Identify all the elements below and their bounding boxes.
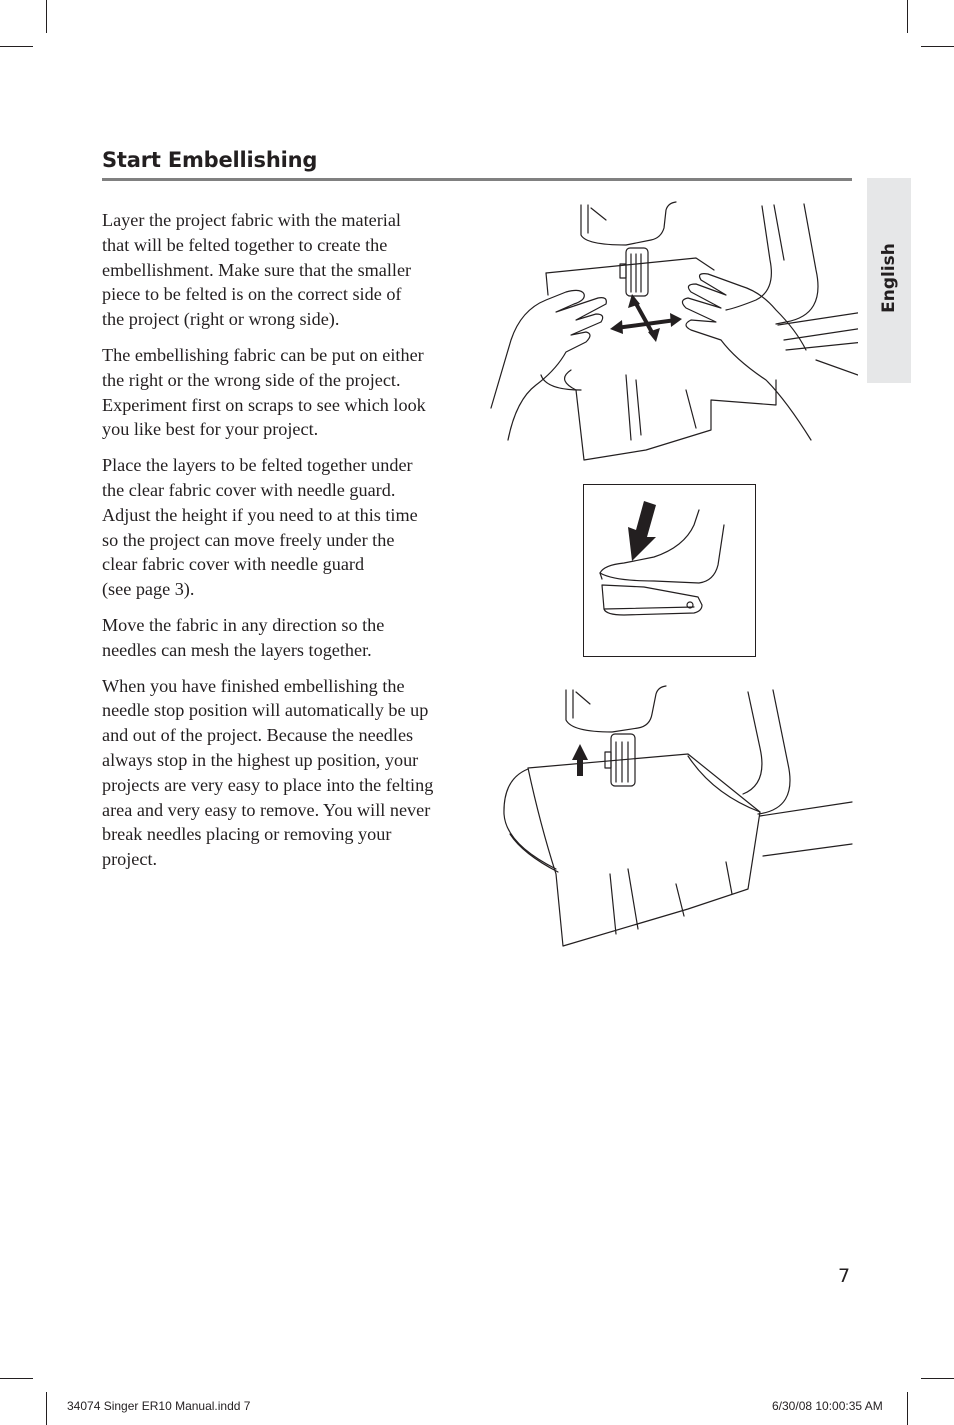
crop-mark: [921, 1378, 954, 1379]
hands-moving-fabric-icon: [486, 200, 858, 470]
foot-pedal-icon: [584, 485, 755, 656]
heading-rule: [102, 178, 852, 181]
language-tab: [867, 178, 911, 383]
paragraph: The embellishing fabric can be put on either the right or the wrong side of the project. Experiment first on scraps to see which look you like best for your project.: [102, 344, 426, 440]
paragraph: Place the layers to be felted together under the clear fabric cover with needle guard. Adjust the height if you need to at this time so the project can move freely under the clear fabric cover with needle guard (see page 3).: [102, 455, 418, 600]
crop-mark: [921, 46, 954, 47]
timestamp-slug: 6/30/08 10:00:35 AM: [772, 1399, 883, 1413]
crop-mark: [907, 0, 908, 33]
instructions-body: [102, 208, 470, 883]
paragraph: Move the fabric in any direction so the needles can mesh the layers together.: [102, 614, 385, 660]
crop-mark: [46, 0, 47, 33]
needle-up-icon: [498, 684, 856, 954]
crop-mark: [0, 1378, 33, 1379]
language-tab-label: English: [879, 243, 899, 313]
crop-mark: [907, 1392, 908, 1425]
crop-mark: [46, 1392, 47, 1425]
section-heading: Start Embellishing: [102, 148, 318, 172]
page-number: 7: [838, 1265, 851, 1287]
crop-mark: [0, 46, 33, 47]
paragraph: When you have finished embellishing the needle stop position will automatically be up and out of the project. Because the needles always stop in the highest up position, your projects are very easy to place into the felting area and very easy to remove. You will never break needles placing or removing your project.: [102, 675, 434, 870]
foot-pedal-figure: [583, 484, 756, 657]
paragraph: Layer the project fabric with the material that will be felted together to create the embellishment. Make sure that the smaller piece to be felted is on the correct side of the project (right or wrong side).: [102, 210, 412, 330]
file-slug: 34074 Singer ER10 Manual.indd 7: [67, 1399, 251, 1413]
